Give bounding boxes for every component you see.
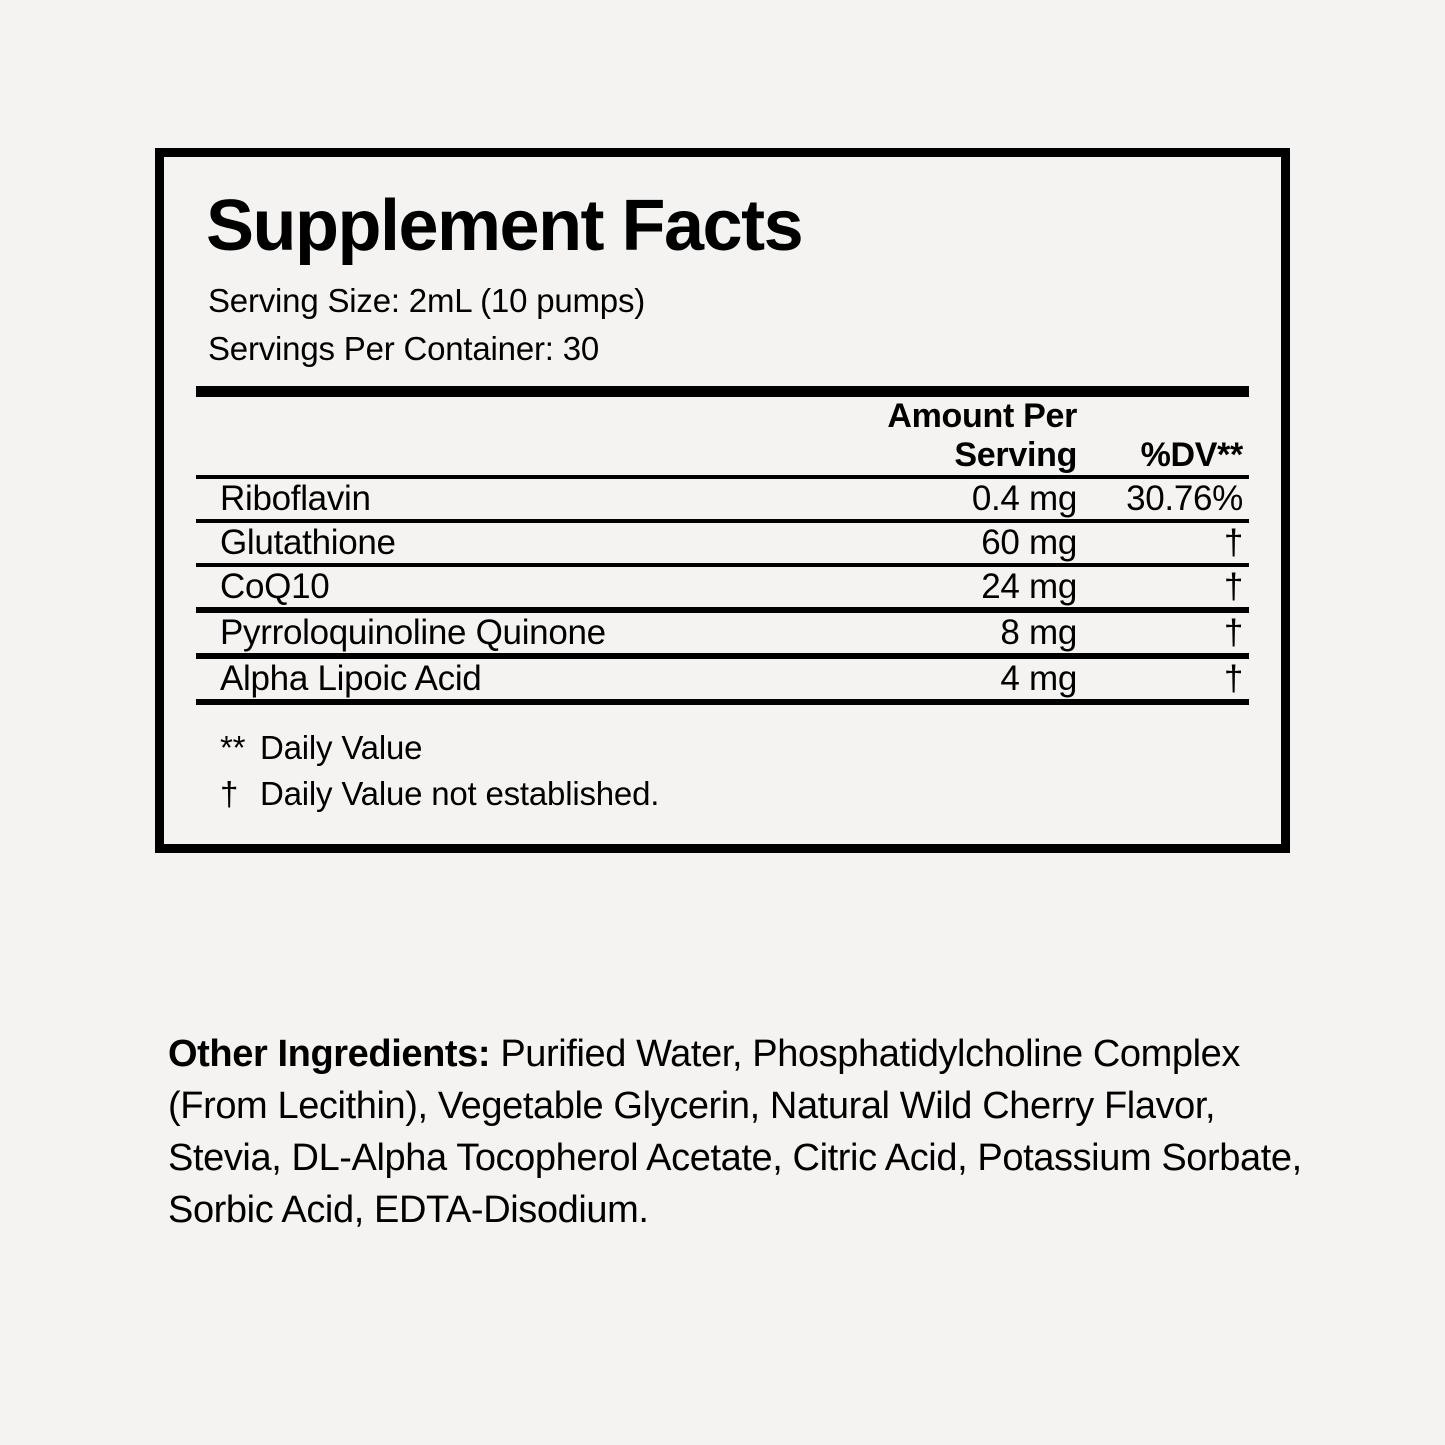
footnote-symbol: † [220, 775, 239, 813]
nutrient-amount: 24 mg [981, 566, 1078, 606]
divider-row [196, 699, 1249, 705]
table-row [196, 479, 1249, 519]
footnotes [220, 725, 1249, 819]
supplement-facts-panel [155, 148, 1290, 853]
footnote-dv-not-established [220, 771, 1249, 818]
nutrition-table [196, 397, 1249, 705]
nutrient-dv: † [1223, 522, 1243, 562]
nutrient-name: Pyrroloquinoline Quinone [220, 612, 606, 652]
servings-per-container-line: Servings Per Container: 30 [208, 330, 600, 368]
nutrient-amount: 8 mg [1000, 612, 1078, 652]
footnote-text: Daily Value [260, 728, 423, 766]
table-row [196, 613, 1249, 653]
other-ingredients [168, 1028, 1303, 1236]
nutrient-dv: † [1223, 566, 1243, 606]
header-blank [196, 397, 786, 475]
nutrient-name: CoQ10 [220, 566, 330, 606]
serving-size-line: Serving Size: 2mL (10 pumps) [208, 281, 646, 319]
panel-title: Supplement Facts [206, 186, 803, 266]
nutrient-name: Alpha Lipoic Acid [220, 658, 482, 698]
footnote-symbol: ** [220, 728, 246, 766]
nutrient-name: Glutathione [220, 522, 396, 562]
divider-thick-top [196, 386, 1249, 397]
divider-medium-bottom [196, 699, 1249, 705]
nutrient-name: Riboflavin [220, 478, 371, 518]
table-row [196, 567, 1249, 607]
nutrient-amount: 0.4 mg [971, 478, 1078, 518]
table-row [196, 659, 1249, 699]
header-amount-per-serving: Amount Per Serving [887, 396, 1078, 474]
footnote-text: Daily Value not established. [260, 775, 660, 813]
other-ingredients-text: Purified Water, Phosphatidylcholine Complex (From Lecithin), Vegetable Glycerin, Natural Wild Cherry Flavor, Stevia, DL-Alpha Tocopherol Acetate, Citric Acid, Potassium Sorbate, Sorbic Acid, EDTA-Disodium. [168, 1033, 1302, 1232]
footnote-daily-value [220, 725, 1249, 772]
nutrient-dv: 30.76% [1126, 478, 1243, 518]
nutrient-dv: † [1223, 658, 1243, 698]
table-row [196, 523, 1249, 563]
nutrient-amount: 4 mg [1000, 658, 1078, 698]
table-header-row [196, 397, 1249, 475]
nutrient-dv: † [1223, 612, 1243, 652]
other-ingredients-label: Other Ingredients: [168, 1033, 491, 1075]
nutrient-amount: 60 mg [981, 522, 1078, 562]
header-percent-dv: %DV** [1140, 435, 1243, 474]
